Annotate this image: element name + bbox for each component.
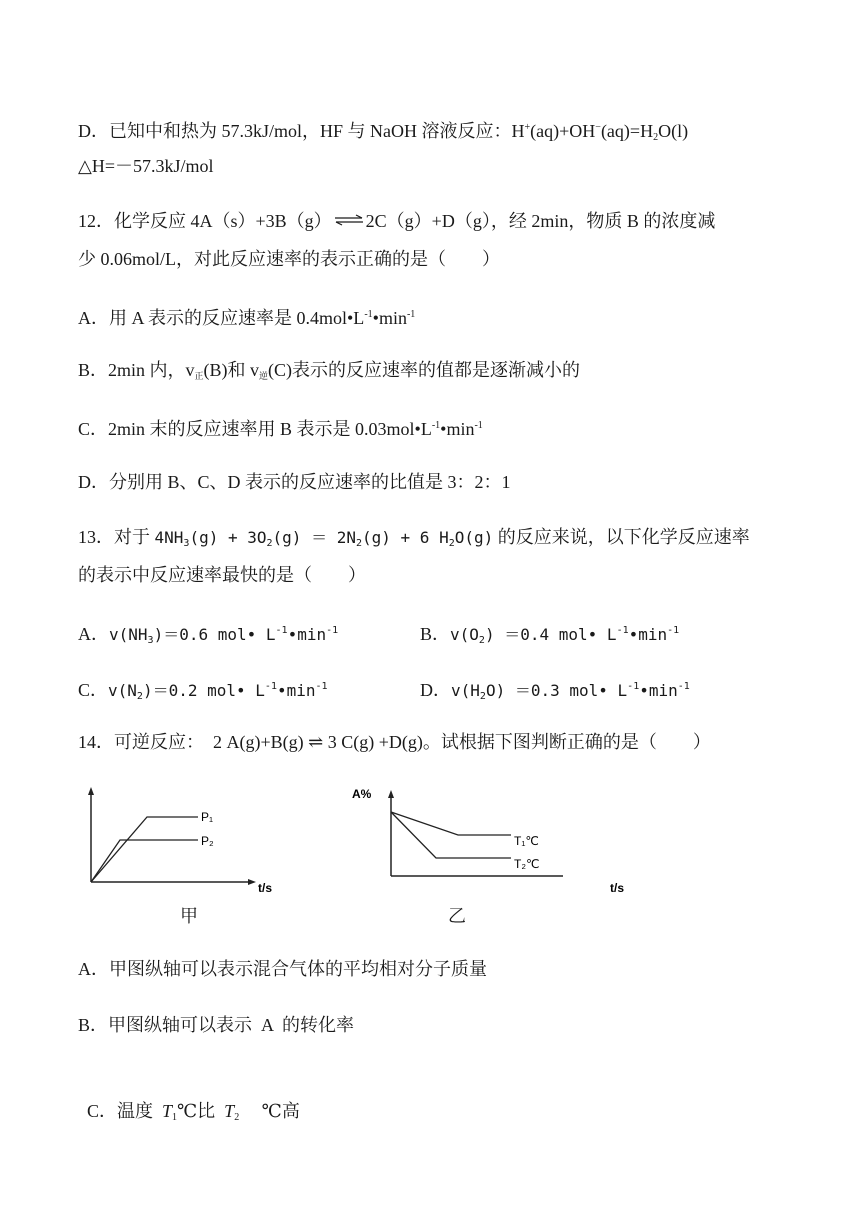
q14-stem: 14．可逆反应： 2 A(g)+B(g) ⇌ 3 C(g) +D(g)。试根据下图判断正确的是（ ） [78, 732, 711, 752]
d-option-text: O(l) [658, 121, 689, 141]
subscript: 2 [355, 538, 362, 549]
equation-part: (g) ＝ 2N [272, 528, 356, 547]
option-formula [451, 681, 690, 700]
formula-part: v(NH [109, 625, 148, 644]
option-formula [450, 625, 679, 644]
formula-part: •min [276, 681, 316, 700]
superscript: -1 [275, 625, 288, 636]
q13-stem-text: 13．对于 [78, 527, 155, 547]
equilibrium-arrow-icon [334, 214, 364, 226]
equation-part: (g) + 6 H [362, 528, 449, 547]
q13-option-d [420, 675, 690, 709]
superscript: − [595, 122, 601, 133]
q13-stem-line2: 的表示中反应速率最快的是（ ） [78, 565, 366, 585]
d-option-line2: △H=－57.3kJ/mol [78, 156, 214, 176]
superscript: -1 [264, 681, 277, 692]
curve-t1 [391, 812, 511, 835]
subscript: 1 [172, 1112, 178, 1123]
subscript: 2 [479, 691, 486, 702]
formula-part: v(O [450, 625, 479, 644]
superscript: -1 [406, 309, 416, 320]
subscript: 3 [183, 538, 190, 549]
equation-part: 4NH [154, 528, 184, 547]
q12-option-c [78, 414, 483, 441]
superscript: -1 [677, 681, 690, 692]
superscript: -1 [315, 681, 328, 692]
option-text: (C)表示的反应速率的值都是逐渐减小的 [268, 360, 581, 380]
subscript: 2 [266, 538, 273, 549]
equation-part: O(g) [454, 528, 494, 547]
formula-part: •min [287, 625, 327, 644]
curve-p2 [91, 840, 198, 882]
graph-jia-caption: 甲 [180, 906, 198, 927]
equation-part: (g) + 3O [189, 528, 267, 547]
q14-option-c [78, 1075, 300, 1130]
q13-option-b [420, 619, 679, 653]
option-text: C．温度 [87, 1101, 163, 1121]
q14-option-b: B．甲图纵轴可以表示 A 的转化率 [78, 1015, 355, 1035]
label-t1: T₁℃ [514, 834, 539, 848]
x-axis-label: t/s [610, 881, 625, 895]
temperature-symbol: T [224, 1101, 235, 1121]
y-axis-arrow-icon [388, 790, 394, 798]
d-option-line1 [78, 116, 688, 150]
superscript: -1 [616, 625, 629, 636]
formula-part: ) ＝0.4 mol• L [484, 625, 617, 644]
y-axis-arrow-icon [88, 787, 94, 795]
formula-part: O) ＝0.3 mol• L [485, 681, 628, 700]
x-axis-label: t/s [258, 881, 273, 895]
q13-option-c [78, 675, 328, 709]
d-option-text: D．已知中和热为 57.3kJ/mol，HF 与 NaOH 溶液反应：H [78, 121, 525, 141]
q13-stem-line1 [78, 525, 750, 556]
formula-part: v(N [108, 681, 137, 700]
formula-part: )＝0.6 mol• L [153, 625, 276, 644]
option-label: D． [420, 680, 451, 700]
graph-jia [80, 785, 280, 900]
superscript: -1 [326, 625, 339, 636]
q12-stem-line1 [78, 209, 715, 233]
y-axis-label: A% [352, 787, 372, 801]
q12-option-d: D．分别用 B、C、D 表示的反应速率的比值是 3：2：1 [78, 472, 511, 492]
option-text: ℃高 [239, 1101, 300, 1121]
q12-stem-line2: 少 0.06mol/L，对此反应速率的表示正确的是（ ） [78, 249, 500, 269]
option-label: B． [420, 624, 451, 644]
superscript: + [524, 122, 531, 133]
formula-part: •min [639, 681, 678, 700]
temperature-symbol: T [162, 1101, 173, 1121]
option-text: •min [440, 419, 475, 439]
subscript: 2 [448, 538, 455, 549]
q12-stem-text: 12．化学反应 4A（s）+3B（g） [78, 211, 332, 231]
graph-yi [348, 780, 638, 900]
option-formula [109, 625, 338, 644]
subscript: 2 [478, 635, 485, 646]
formula-part: )＝0.2 mol• L [142, 681, 265, 700]
graph-yi-caption: 乙 [448, 906, 466, 927]
subscript: 2 [136, 691, 143, 702]
option-formula [108, 681, 328, 700]
option-text: C．2min 末的反应速率用 B 表示是 0.03mol•L [78, 419, 432, 439]
superscript: -1 [474, 420, 483, 431]
d-option-text: (aq)+OH [530, 121, 596, 141]
subscript: 2 [234, 1112, 240, 1123]
option-text: •min [372, 308, 407, 328]
superscript: -1 [364, 309, 373, 320]
label-p1: P₁ [201, 810, 214, 824]
option-text: A．用 A 表示的反应速率是 0.4mol•L [78, 308, 365, 328]
q12-option-b [78, 358, 580, 388]
subscript: 3 [147, 635, 154, 646]
superscript: -1 [431, 420, 441, 431]
formula-part: •min [628, 625, 668, 644]
option-label: A． [78, 624, 109, 644]
subscript: 逆 [259, 371, 269, 381]
q12-stem-text: 2C（g）+D（g），经 2min，物质 B 的浓度减 [365, 211, 716, 231]
curve-p1 [91, 817, 198, 882]
d-option-text: (aq)=H [600, 121, 654, 141]
q14-option-a: A．甲图纵轴可以表示混合气体的平均相对分子质量 [78, 959, 487, 979]
q13-equation [155, 528, 494, 547]
formula-part: v(H [451, 681, 480, 700]
subscript: 正 [194, 371, 204, 381]
q13-option-a [78, 619, 338, 653]
label-t2: T₂℃ [514, 857, 540, 871]
option-text: ℃比 [177, 1101, 225, 1121]
q13-stem-text: 的反应来说，以下化学反应速率 [493, 527, 750, 547]
subscript: 2 [653, 132, 659, 143]
option-text: B．2min 内，v [78, 360, 195, 380]
q12-option-a [78, 303, 415, 330]
x-axis-arrow-icon [248, 879, 256, 885]
option-text: (B)和 v [203, 360, 260, 380]
superscript: -1 [667, 625, 680, 636]
label-p2: P₂ [201, 834, 214, 848]
option-label: C． [78, 680, 109, 700]
superscript: -1 [627, 681, 640, 692]
